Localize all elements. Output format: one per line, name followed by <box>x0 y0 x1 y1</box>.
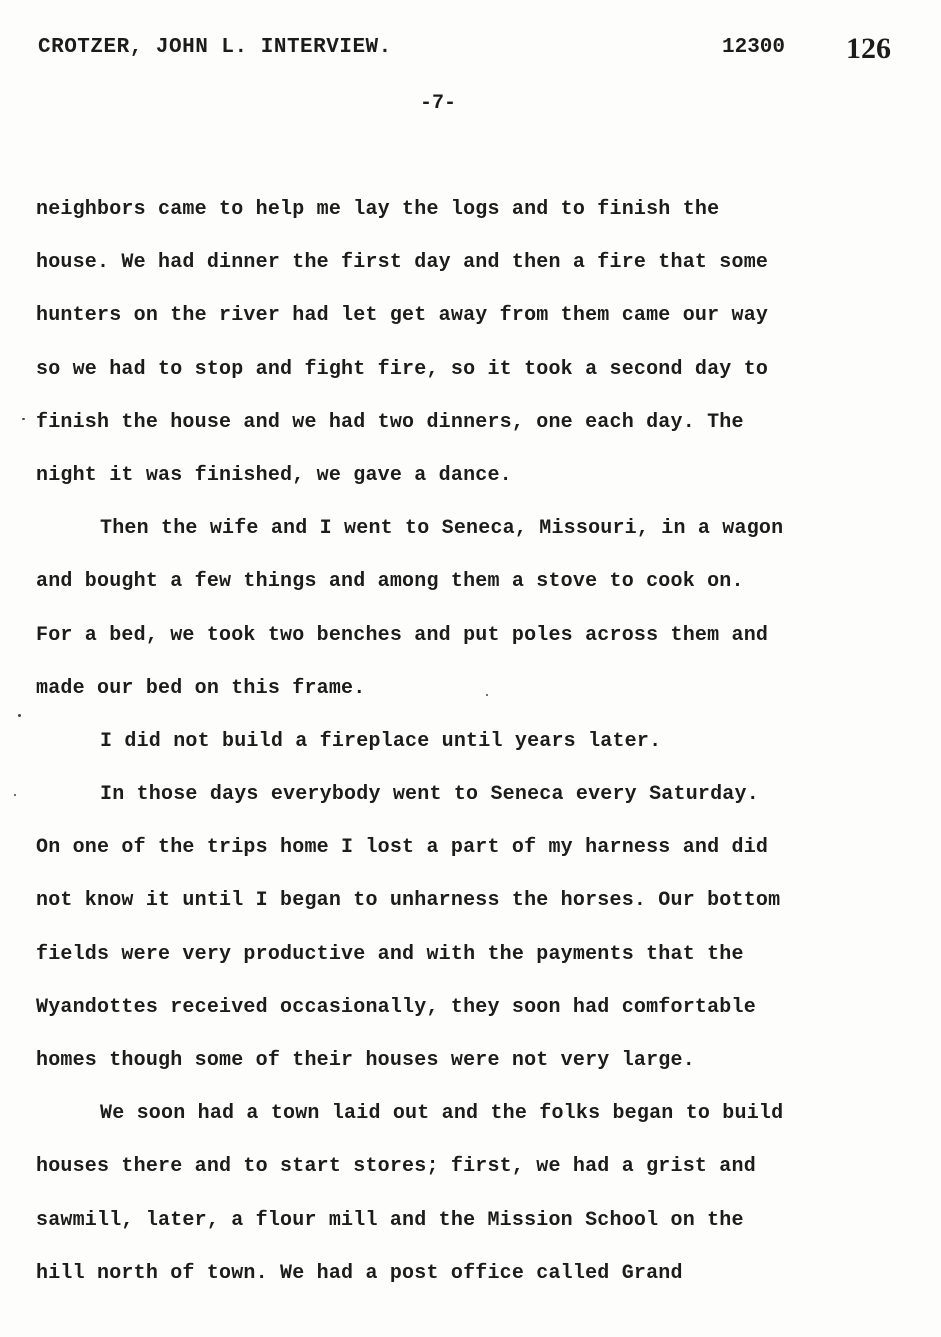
text-line: finish the house and we had two dinners, one each day. The <box>36 410 744 434</box>
scan-speck <box>14 794 16 796</box>
text-line: homes though some of their houses were not very large. <box>36 1049 695 1072</box>
text-line: night it was finished, we gave a dance. <box>36 463 512 487</box>
text-line: hunters on the river had let get away from them came our way <box>36 304 769 328</box>
scan-speck <box>22 418 25 420</box>
text-line: We soon had a town laid out and the folks began to build <box>100 1102 784 1126</box>
text-line: neighbors came to help me lay the logs and to finish the <box>36 198 720 221</box>
text-line: I did not build a fireplace until years later. <box>100 729 662 753</box>
text-line: and bought a few things and among them a stove to cook on. <box>36 570 744 594</box>
text-line: so we had to stop and fight fire, so it took a second day to <box>36 357 769 381</box>
text-line: In those days everybody went to Seneca every Saturday. <box>100 783 759 807</box>
interview-body-text <box>36 194 886 1311</box>
stamped-page-number: 126 <box>846 32 891 65</box>
text-line: Wyandottes received occasionally, they soon had comfortable <box>36 995 756 1019</box>
text-line: fields were very productive and with the payments that the <box>36 942 744 966</box>
text-line: hill north of town. We had a post office called Grand <box>36 1261 683 1285</box>
text-line: Then the wife and I went to Seneca, Missouri, in a wagon <box>100 517 784 541</box>
text-line: For a bed, we took two benches and put poles across them and <box>36 623 769 647</box>
scan-speck <box>486 694 488 696</box>
text-line: houses there and to start stores; first, we had a grist and <box>36 1155 756 1179</box>
document-title: CROTZER, JOHN L. INTERVIEW. <box>38 36 392 59</box>
text-line: house. We had dinner the first day and then a fire that some <box>36 251 769 275</box>
text-line: made our bed on this frame. <box>36 676 366 700</box>
scan-speck <box>18 714 21 717</box>
text-line: On one of the trips home I lost a part of my harness and did <box>36 836 769 860</box>
text-line: sawmill, later, a flour mill and the Mission School on the <box>36 1208 744 1232</box>
document-number: 12300 <box>722 36 786 59</box>
text-line: not know it until I began to unharness the horses. Our bottom <box>36 889 781 913</box>
page-marker: -7- <box>420 92 457 115</box>
